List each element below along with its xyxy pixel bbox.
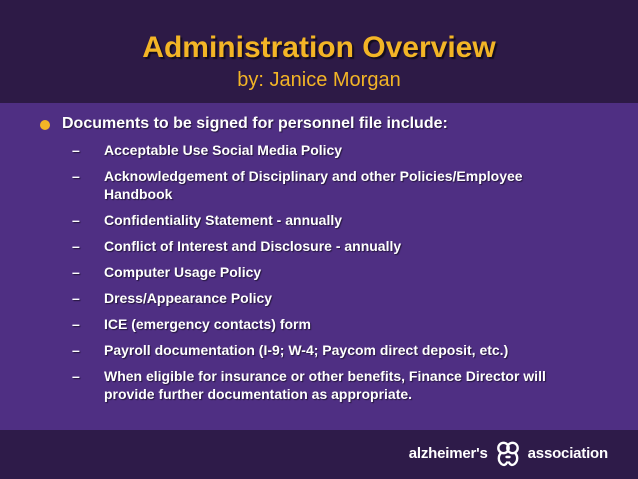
sub-bullet-item bbox=[72, 141, 592, 159]
sub-bullet-item bbox=[72, 341, 592, 359]
sub-bullet-item bbox=[72, 315, 592, 333]
dash-icon: – bbox=[72, 368, 80, 384]
dash-icon: – bbox=[72, 142, 80, 158]
sub-bullet-item bbox=[72, 289, 592, 307]
sub-bullet-item bbox=[72, 367, 592, 403]
sub-bullet-text: Payroll documentation (I-9; W-4; Paycom direct deposit, etc.) bbox=[104, 342, 509, 358]
logo-text-left: alzheimer's bbox=[408, 445, 488, 462]
slide-subtitle: by: Janice Morgan bbox=[237, 69, 401, 91]
slide-footer bbox=[0, 430, 638, 479]
slide-header bbox=[0, 0, 638, 103]
main-bullet-text: Documents to be signed for personnel file include: bbox=[62, 115, 448, 132]
alzheimers-association-logo-icon bbox=[493, 439, 523, 469]
slide-content bbox=[0, 103, 638, 430]
sub-bullet-text: Computer Usage Policy bbox=[104, 264, 262, 280]
logo-text-right: association bbox=[527, 445, 608, 462]
sub-bullet-item bbox=[72, 263, 592, 281]
slide-title: Administration Overview bbox=[142, 31, 496, 64]
sub-bullet-item bbox=[72, 211, 592, 229]
dash-icon: – bbox=[72, 290, 80, 306]
dash-icon: – bbox=[72, 316, 80, 332]
sub-bullet-item bbox=[72, 237, 592, 255]
sub-bullet-text: Confidentiality Statement - annually bbox=[104, 212, 343, 228]
main-bullet bbox=[40, 114, 448, 134]
sub-bullet-text: ICE (emergency contacts) form bbox=[104, 316, 311, 332]
dash-icon: – bbox=[72, 342, 80, 358]
alzheimers-association-logo bbox=[409, 439, 608, 469]
sub-bullet-item bbox=[72, 167, 592, 203]
sub-bullet-list bbox=[72, 141, 592, 411]
sub-bullet-text: Acceptable Use Social Media Policy bbox=[104, 142, 343, 158]
dash-icon: – bbox=[72, 212, 80, 228]
bullet-dot-icon bbox=[40, 120, 50, 130]
dash-icon: – bbox=[72, 264, 80, 280]
sub-bullet-text: When eligible for insurance or other benefits, Finance Director will provide further documentation as appropriate. bbox=[104, 368, 546, 402]
sub-bullet-text: Dress/Appearance Policy bbox=[104, 290, 273, 306]
dash-icon: – bbox=[72, 168, 80, 184]
sub-bullet-text: Conflict of Interest and Disclosure - annually bbox=[104, 238, 402, 254]
dash-icon: – bbox=[72, 238, 80, 254]
sub-bullet-text: Acknowledgement of Disciplinary and other Policies/Employee Handbook bbox=[104, 168, 523, 202]
